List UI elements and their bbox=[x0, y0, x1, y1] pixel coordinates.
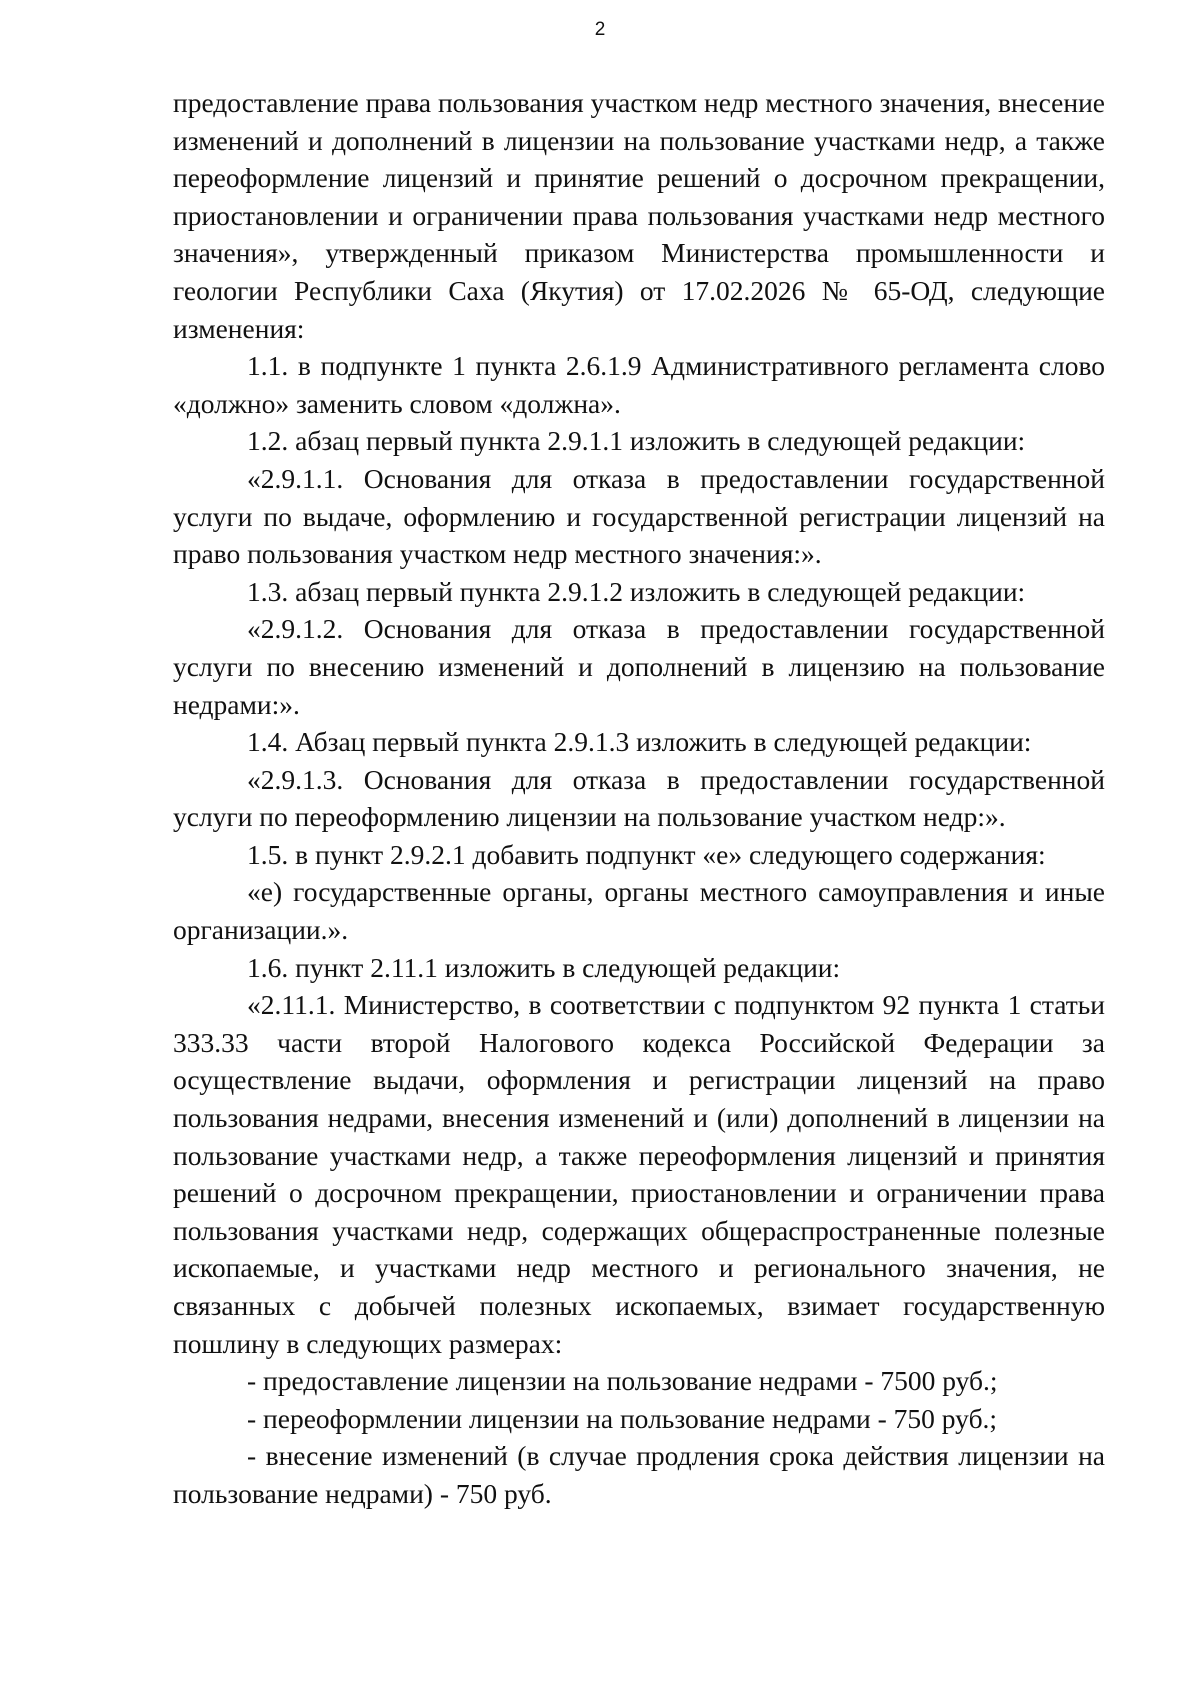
paragraph-item-1-5: 1.5. в пункт 2.9.2.1 добавить подпункт «е» следующего содержания: bbox=[247, 838, 1046, 870]
document-body bbox=[173, 84, 1105, 1513]
paragraph-quote-2-9-1-3: «2.9.1.3. Основания для отказа в предоставлении государственной услуги по переоформлению лицензии на пользование участком недр:». bbox=[173, 763, 1105, 833]
paragraph-quote-2-9-1-2: «2.9.1.2. Основания для отказа в предоставлении государственной услуги по внесению изменений и дополнений в лицензию на пользование недрами:». bbox=[173, 613, 1105, 720]
paragraph-quote-2-9-1-1: «2.9.1.1. Основания для отказа в предоставлении государственной услуги по выдаче, оформлению и государственной регистрации лицензий на право пользования участком недр местного значения:». bbox=[173, 462, 1105, 570]
fee-list-item: - предоставление лицензии на пользование недрами - 7500 руб.; bbox=[247, 1365, 998, 1397]
page-number: 2 bbox=[594, 19, 606, 40]
paragraph-continuation: предоставление права пользования участком недр местного значения, внесение изменений и дополнений в лицензии на пользование участками недр, а также переоформление лицензий и принятие решений о досрочном прекращении, приостановлении и ограничении права пользования участками недр местного значения», утвержденный приказом Министерства промышленности и геологии Республики Саха (Якутия) от 17.02.2026 № 65-ОД, следующие изменения: bbox=[173, 87, 1105, 344]
fee-list-item: - внесение изменений (в случае продления срока действия лицензии на пользование недрами) - 750 руб. bbox=[173, 1440, 1105, 1509]
paragraph-item-1-6: 1.6. пункт 2.11.1 изложить в следующей редакции: bbox=[247, 951, 841, 983]
paragraph-item-1-4: 1.4. Абзац первый пункта 2.9.1.3 изложить в следующей редакции: bbox=[247, 726, 1032, 758]
paragraph-item-1-3: 1.3. абзац первый пункта 2.9.1.2 изложить в следующей редакции: bbox=[247, 575, 1026, 607]
paragraph-quote-subitem-e: «е) государственные органы, органы местного самоуправления и иные организации.». bbox=[173, 876, 1105, 946]
fee-list-item: - переоформлении лицензии на пользование недрами - 750 руб.; bbox=[247, 1402, 998, 1434]
paragraph-item-1-2: 1.2. абзац первый пункта 2.9.1.1 изложить в следующей редакции: bbox=[247, 425, 1026, 457]
paragraph-quote-2-11-1: «2.11.1. Министерство, в соответствии с подпунктом 92 пункта 1 статьи 333.33 части второй Налогового кодекса Российской Федерации за осуществление выдачи, оформления и регистрации лицензий на право пользования недрами, внесения изменений и (или) дополнений в лицензии на пользование участками недр, а также переоформления лицензий и принятия решений о досрочном прекращении, приостановлении и ограничении права пользования участками недр, содержащих общераспространенные полезные ископаемые, и участками недр местного и регионального значения, не связанных с добычей полезных ископаемых, взимает государственную пошлину в следующих размерах: bbox=[173, 989, 1105, 1359]
paragraph-item-1-1: 1.1. в подпункте 1 пункта 2.6.1.9 Административного регламента слово «должно» заменить словом «должна». bbox=[173, 350, 1105, 419]
